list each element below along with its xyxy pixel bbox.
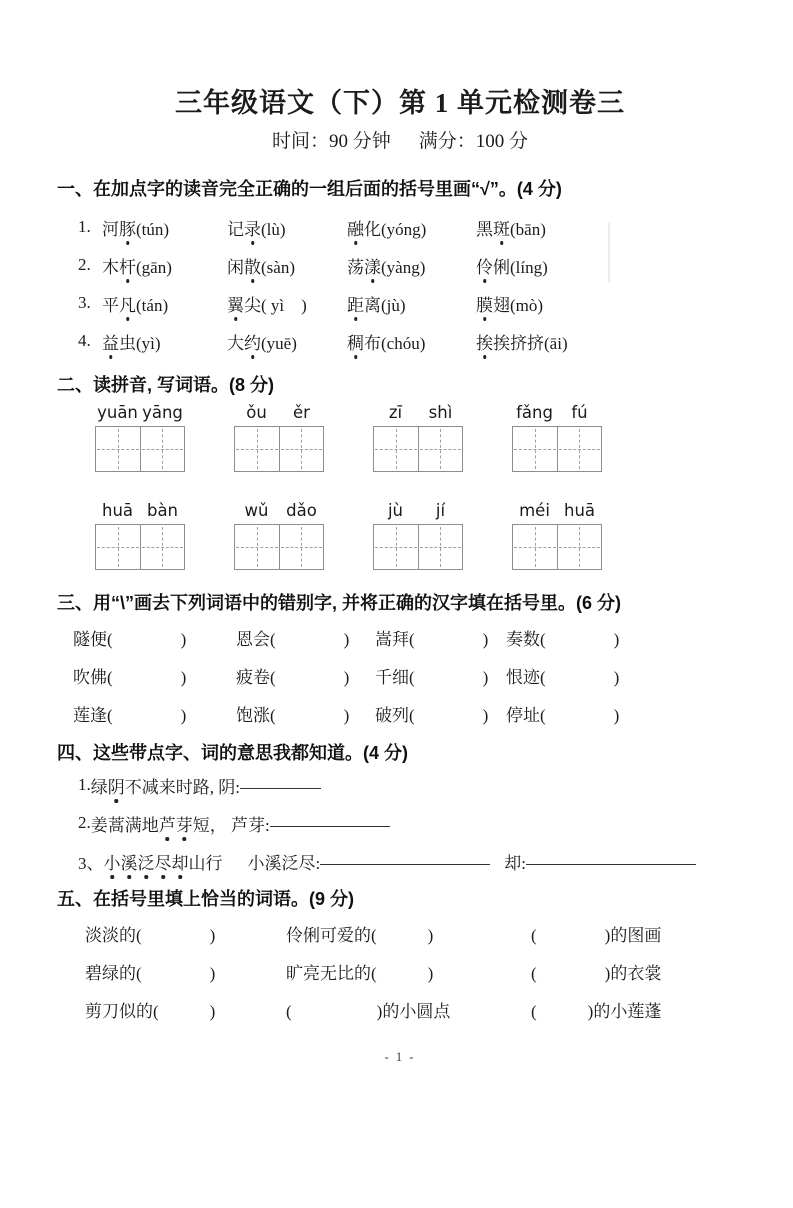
pinyin-label [512,498,602,522]
pinyin-syllable: dǎo [286,501,317,520]
section-1-heading: 一、在加点字的读音完全正确的一组后面的括号里画“√”。(4 分) [57,179,562,199]
word-with-blank: 疲卷( ) [236,667,350,687]
word-with-pinyin: 稠布(chóu) [347,333,426,353]
word-with-blank: 隧便( ) [73,629,187,649]
writing-grid-box [512,524,602,570]
answer-blank [240,786,321,789]
pinyin-syllable: yuān [97,403,138,422]
q4-item [57,842,743,880]
pinyin-label [512,400,602,424]
phrase-with-blank: 旷亮无比的( ) [286,963,434,983]
word-with-pinyin: 黑斑(bān) [476,219,546,239]
item-number: 1. [78,217,91,236]
pinyin-syllable: méi [519,501,550,520]
pinyin-writing-group [234,400,324,472]
phrase-with-blank: 伶俐可爱的( ) [286,925,434,945]
word-with-blank: 破列( ) [375,705,489,725]
word-with-blank: 恨迹( ) [506,667,620,687]
pinyin-syllable: huā [101,501,134,520]
item-number: 2. [78,255,91,274]
writing-grid-box [373,426,463,472]
grid-cell [557,427,602,471]
q3-word-row [57,618,743,656]
pinyin-writing-group [95,400,185,472]
pinyin-label [373,498,463,522]
full-score-label: 满分：100 分 [418,131,529,152]
item-number: 3. [78,293,91,312]
word-with-pinyin: 平凡(tán) [102,295,169,315]
verse-with-dotted-word: 绿阴不减来时路, 阴: [90,777,240,797]
word-with-blank: 千细( ) [375,667,489,687]
q1-option-row [57,208,743,246]
q4-item [57,804,743,842]
q1-option-row [57,322,743,360]
pinyin-syllable: yāng [142,403,183,422]
grid-cell [513,427,557,471]
grid-cell [418,427,463,471]
section-5-items [57,914,743,1028]
phrase-with-blank: 碧绿的( ) [85,963,216,983]
phrase-with-blank: ( )的小圆点 [286,1001,451,1021]
word-with-pinyin: 闲散(sàn) [227,257,296,277]
word-with-blank: 奏数( ) [506,629,620,649]
grid-cell [374,427,418,471]
pinyin-writing-group [95,498,185,570]
test-paper-page [0,86,793,1208]
q5-phrase-row [57,990,743,1028]
pinyin-writing-group [373,400,463,472]
grid-cell [140,525,185,569]
item-number: 3、 [78,853,104,873]
pinyin-label [373,400,463,424]
writing-grid-box [373,524,463,570]
item-number: 1. [78,775,91,794]
grid-cell [279,427,324,471]
grid-cell [374,525,418,569]
q5-phrase-row [57,952,743,990]
writing-grid-box [95,524,185,570]
writing-grid-box [234,524,324,570]
word-with-pinyin: 荡漾(yàng) [347,257,426,277]
pinyin-syllable: jí [435,501,446,520]
word-with-pinyin: 膜翅(mò) [476,295,544,315]
pinyin-syllable: bàn [146,501,179,520]
pinyin-syllable: huā [563,501,596,520]
section-5-heading: 五、在括号里填上恰当的词语。(9 分) [57,889,354,909]
word-with-blank: 停址( ) [506,705,620,725]
word-with-pinyin: 益虫(yì) [102,333,161,353]
pinyin-label [234,400,324,424]
grid-cell [418,525,463,569]
pinyin-syllable: fú [571,403,588,422]
grid-cell [96,525,140,569]
grid-cell [96,427,140,471]
answer-blank [526,862,696,865]
q3-word-row [57,694,743,732]
item-number: 2. [78,813,91,832]
word-with-blank: 饱涨( ) [236,705,350,725]
word-with-pinyin: 记录(lù) [227,219,286,239]
word-with-pinyin: 木杆(gān) [102,257,172,277]
time-limit-label: 时间：90 分钟 [271,131,391,152]
grid-cell [140,427,185,471]
writing-grid-box [512,426,602,472]
pinyin-syllable: zī [388,403,403,422]
grid-cell [279,525,324,569]
section-3-items [57,618,743,732]
writing-grid-box [234,426,324,472]
phrase-with-blank: ( )的小莲蓬 [531,1001,662,1021]
scan-artifact-line [608,223,610,283]
phrase-with-blank: 淡淡的( ) [85,925,216,945]
word-with-blank: 嵩拜( ) [375,629,489,649]
pinyin-writing-group [234,498,324,570]
grid-cell [235,427,279,471]
verse-with-dotted-word: 姜蒿满地芦芽短， 芦芽: [90,815,270,835]
answer-blank [320,862,490,865]
section-1-items [57,208,743,360]
page-title: 三年级语文（下）第 1 单元检测卷三 [175,88,625,118]
pinyin-writing-group [373,498,463,570]
q4-item [57,766,743,804]
section-4-heading: 四、这些带点字、词的意思我都知道。(4 分) [57,743,408,763]
exam-meta [57,129,743,154]
word-with-pinyin: 河豚(tún) [102,219,170,239]
pinyin-writing-group [512,498,602,570]
grid-cell [513,525,557,569]
q3-word-row [57,656,743,694]
q1-option-row [57,284,743,322]
pinyin-row-1 [95,400,743,472]
word-with-pinyin: 翼尖( yì ) [227,295,307,315]
pinyin-writing-group [512,400,602,472]
page-number: - 1 - [384,1050,416,1064]
section-3-heading: 三、用“\”画去下列词语中的错别字, 并将正确的汉字填在括号里。(6 分) [57,593,621,613]
word-with-blank: 恩会( ) [236,629,350,649]
pinyin-row-2 [95,498,743,570]
word-with-pinyin: 挨挨挤挤(āi) [476,333,568,353]
pinyin-label [95,498,185,522]
writing-grid-box [95,426,185,472]
pinyin-syllable: jù [387,501,404,520]
word-with-blank: 吹佛( ) [73,667,187,687]
answer-blank [270,824,390,827]
section-4-items [57,766,743,880]
pinyin-label [95,400,185,424]
phrase-with-blank: 剪刀似的( ) [85,1001,216,1021]
term-label: 却: [504,853,526,873]
pinyin-syllable: ǒu [246,403,267,422]
q1-option-row [57,246,743,284]
pinyin-syllable: ěr [293,403,310,422]
pinyin-syllable: wǔ [244,501,269,520]
item-number: 4. [78,331,91,350]
word-with-pinyin: 融化(yóng) [347,219,427,239]
section-2-heading: 二、读拼音, 写词语。(8 分) [57,375,275,395]
pinyin-label [234,498,324,522]
grid-cell [235,525,279,569]
verse-with-dotted-word: 小溪泛尽却山行 [103,853,223,873]
term-label: 小溪泛尽: [247,853,321,873]
word-with-pinyin: 伶俐(líng) [476,257,548,277]
word-with-pinyin: 大约(yuē) [227,333,297,353]
grid-cell [557,525,602,569]
phrase-with-blank: ( )的衣裳 [531,963,662,983]
word-with-pinyin: 距离(jù) [347,295,406,315]
word-with-blank: 莲逢( ) [73,705,187,725]
pinyin-syllable: fǎng [516,403,553,422]
q5-phrase-row [57,914,743,952]
pinyin-syllable: shì [428,403,453,422]
phrase-with-blank: ( )的图画 [531,925,662,945]
